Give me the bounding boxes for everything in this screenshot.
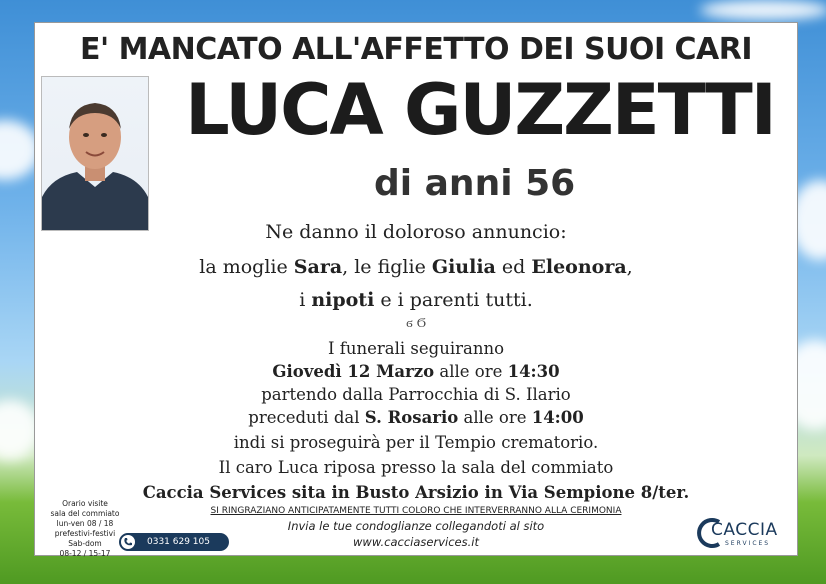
funeral-departure: partendo dalla Parrocchia di S. Ilario	[261, 385, 571, 404]
daughter-name: Giulia	[431, 256, 496, 278]
condolences-note: Invia le tue condoglianze collegandoti al sito	[287, 519, 545, 533]
phone-number: 0331 629 105	[147, 537, 210, 547]
funeral-intro: I funerali seguiranno	[327, 339, 505, 358]
wife-name: Sara	[293, 256, 343, 278]
deceased-name: LUCA GUZZETTI	[185, 69, 775, 151]
funeral-rosary: preceduti dal S. Rosario alle ore 14:00	[248, 408, 584, 427]
age: di anni 56	[374, 163, 576, 204]
announcement-intro: Ne danno il doloroso annuncio:	[265, 221, 567, 243]
obituary-card	[34, 22, 798, 556]
grandchildren: nipoti	[311, 289, 375, 311]
mourners-line: i nipoti e i parenti tutti.	[299, 289, 533, 311]
funeral-date: Giovedì 12 Marzo alle ore 14:30	[272, 362, 560, 381]
visiting-hours: Orario visite sala del commiato lun-ven 08 / 18 prefestivi-festivi Sab-dom 08-12 / 15-17	[50, 499, 120, 558]
funeral-continue: indi si proseguirà per il Tempio crematorio.	[233, 433, 599, 452]
heading: E' MANCATO ALL'AFFETTO DEI SUOI CARI	[79, 32, 753, 67]
website-link[interactable]: www.cacciaservices.it	[353, 535, 479, 549]
funeral-location: Caccia Services sita in Busto Arsizio in Via Sempione 8/ter.	[142, 483, 690, 502]
funeral-rest: Il caro Luca riposa presso la sala del commiato	[218, 458, 614, 477]
mourners-line: la moglie Sara, le figlie Giulia ed Eleonora,	[199, 256, 633, 278]
portrait-photo	[41, 76, 149, 231]
cloud	[700, 0, 826, 20]
thanks-note: SI RINGRAZIANO ANTICIPATAMENTE TUTTI COLORO CHE INTERVERRANNO ALLA CERIMONIA	[210, 506, 622, 516]
daughter-name: Eleonora	[531, 256, 627, 278]
ornament-icon: ϭ Ϭ	[406, 316, 426, 331]
caccia-logo: CACCIA SERVICES	[695, 516, 789, 550]
